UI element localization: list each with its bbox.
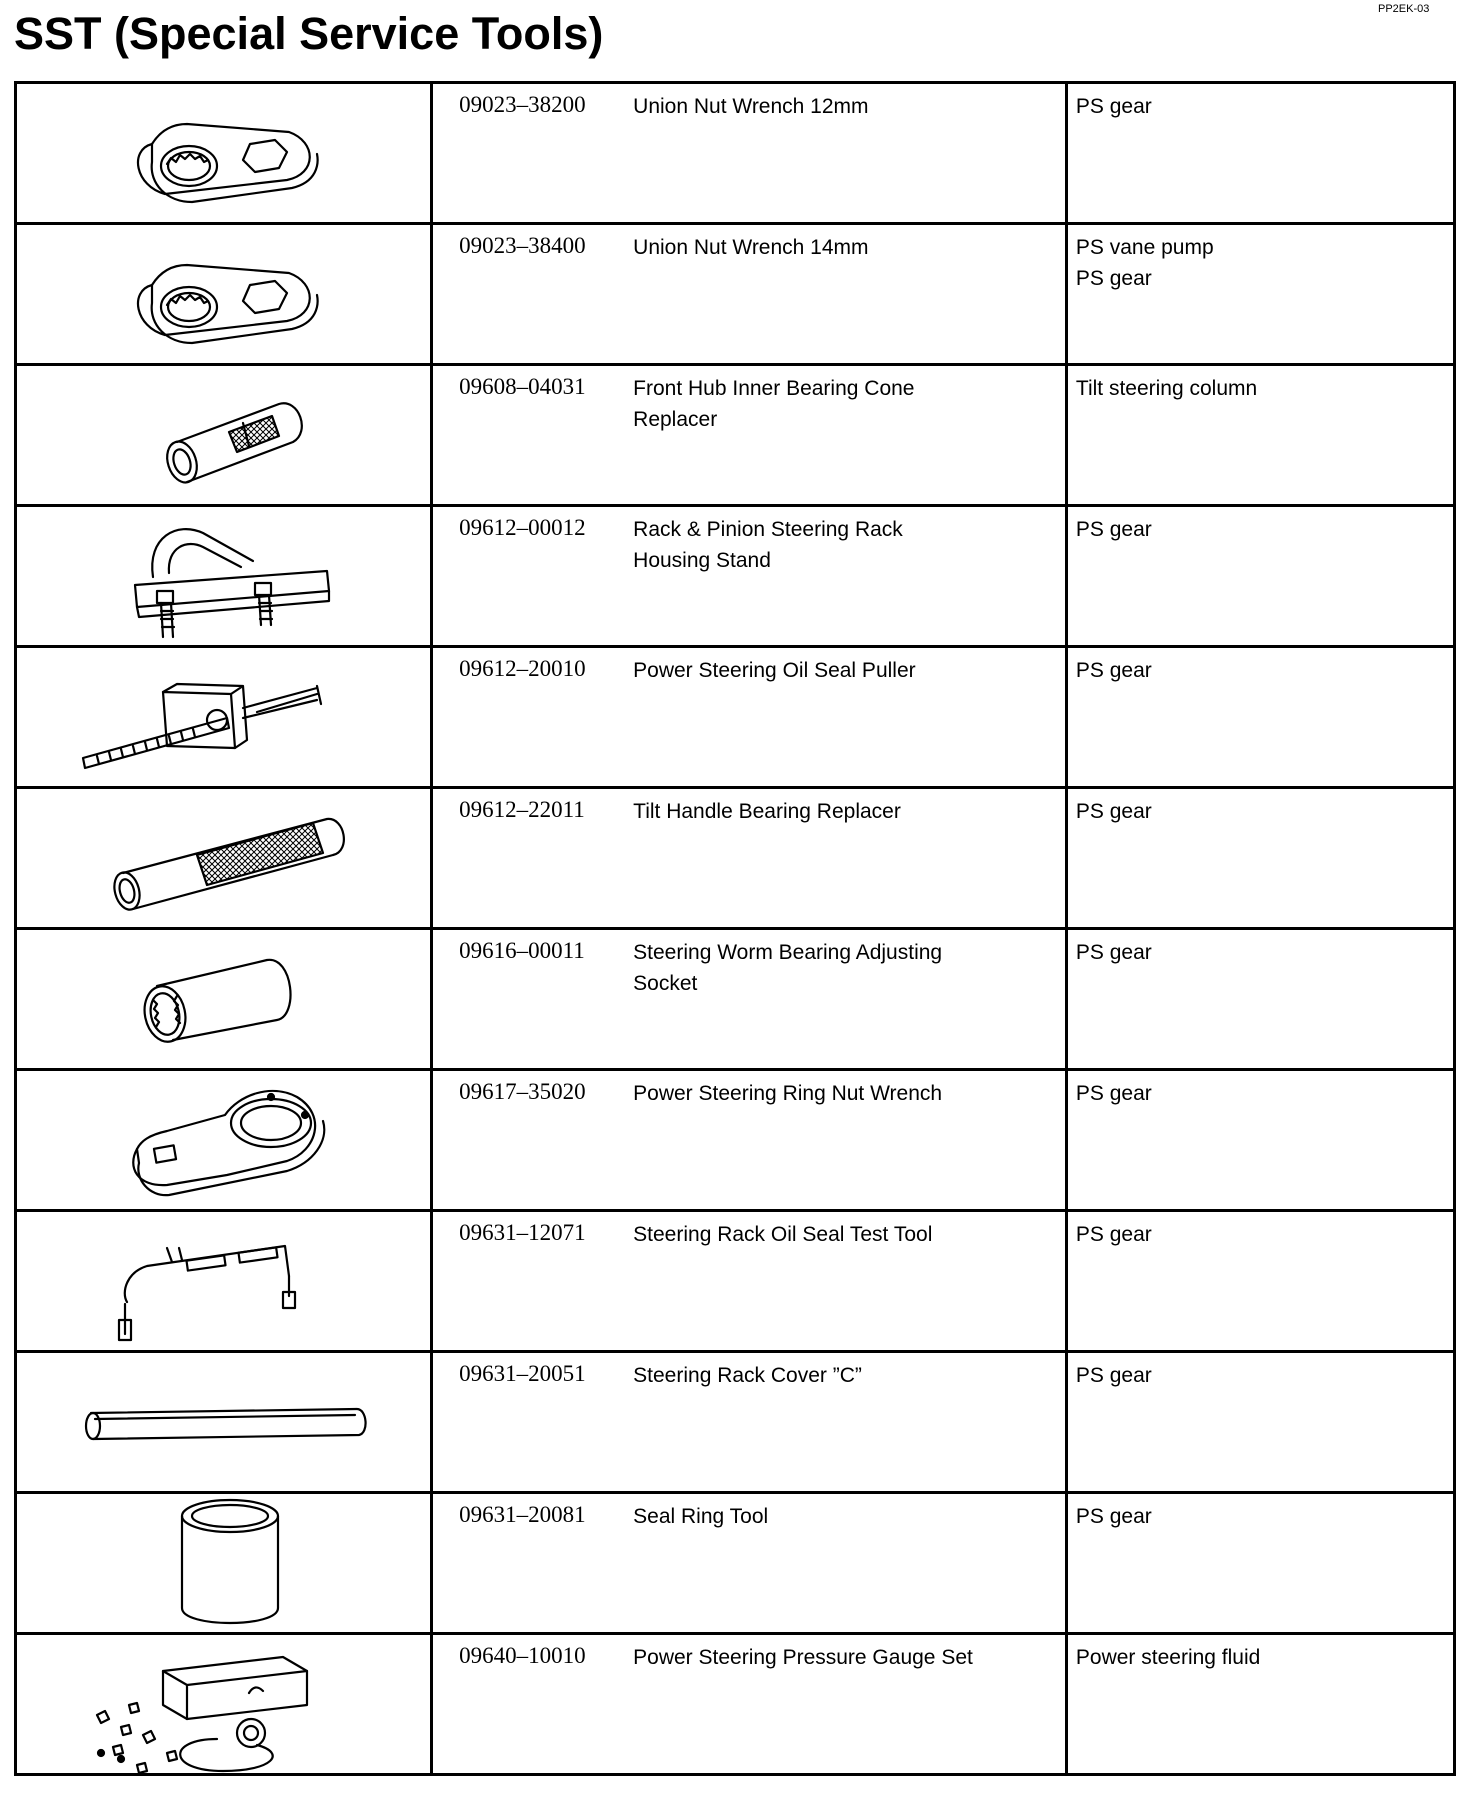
table-row: [16, 224, 1455, 365]
part-number: 09023–38400: [459, 233, 586, 258]
part-number: 09617–35020: [459, 1079, 586, 1104]
uses-list: [1068, 1635, 1453, 1673]
uses-list: [1068, 789, 1453, 827]
tool-uses: [1066, 1211, 1454, 1352]
part-number: 09023–38200: [459, 92, 586, 117]
table-row: [16, 788, 1455, 929]
use-item: PS vane pump: [1075, 236, 1214, 259]
adjusting-socket-icon: [17, 930, 429, 1068]
table-row: [16, 365, 1455, 506]
tool-info: [432, 929, 1067, 1070]
tool-name: Steering Rack Oil Seal Test Tool: [633, 1223, 933, 1246]
tool-illustration: [16, 365, 432, 506]
part-number: 09631–20081: [459, 1502, 586, 1527]
oil-seal-puller-icon: [17, 648, 429, 786]
use-item: PS gear: [1075, 1364, 1152, 1387]
use-item: Power steering fluid: [1075, 1646, 1261, 1669]
use-item: PS gear: [1075, 1082, 1152, 1105]
tool-info: [432, 1634, 1067, 1775]
tool-illustration: [16, 788, 432, 929]
union-nut-wrench-icon: [17, 84, 429, 222]
tool-name: Power Steering Pressure Gauge Set: [633, 1646, 973, 1669]
use-item: PS gear: [1075, 1223, 1152, 1246]
tool-illustration: [16, 1493, 432, 1634]
tool-uses: [1066, 83, 1454, 224]
page-title: SST (Special Service Tools): [14, 8, 604, 59]
uses-list: [1068, 225, 1453, 294]
tool-name: Tilt Handle Bearing Replacer: [633, 800, 901, 823]
table-row: [16, 1634, 1455, 1775]
uses-list: [1068, 366, 1453, 404]
tool-name: Seal Ring Tool: [633, 1505, 769, 1528]
use-item: PS gear: [1075, 800, 1152, 823]
part-number: 09612–00012: [459, 515, 586, 540]
tool-name: Front Hub Inner Bearing Cone Replacer: [633, 377, 915, 431]
use-item: PS gear: [1075, 1505, 1152, 1528]
tool-name: Power Steering Ring Nut Wrench: [633, 1082, 943, 1105]
tool-illustration: [16, 1634, 432, 1775]
tool-illustration: [16, 83, 432, 224]
tool-info: [432, 1211, 1067, 1352]
tool-uses: [1066, 647, 1454, 788]
tool-illustration: [16, 647, 432, 788]
seal-ring-tool-icon: [17, 1494, 429, 1632]
uses-list: [1068, 930, 1453, 968]
use-item: PS gear: [1075, 95, 1152, 118]
tool-illustration: [16, 1352, 432, 1493]
tool-illustration: [16, 506, 432, 647]
table-row: [16, 929, 1455, 1070]
use-item: PS gear: [1075, 518, 1152, 541]
part-number: 09616–00011: [459, 938, 585, 963]
tool-info: [432, 1070, 1067, 1211]
use-item: PS gear: [1075, 941, 1152, 964]
table-row: [16, 1493, 1455, 1634]
tool-illustration: [16, 929, 432, 1070]
bearing-cone-replacer-icon: [17, 366, 429, 504]
tool-uses: [1066, 224, 1454, 365]
table-row: [16, 83, 1455, 224]
part-number: 09608–04031: [459, 374, 586, 399]
tool-name: Steering Worm Bearing Adjusting Socket: [633, 941, 943, 995]
table-row: [16, 506, 1455, 647]
tool-uses: [1066, 1493, 1454, 1634]
tool-uses: [1066, 1070, 1454, 1211]
rack-cover-icon: [17, 1353, 429, 1491]
union-nut-wrench-icon: [17, 225, 429, 363]
tool-name: Steering Rack Cover ”C”: [633, 1364, 862, 1387]
tool-info: [432, 1493, 1067, 1634]
tool-uses: [1066, 506, 1454, 647]
part-number: 09631–12071: [459, 1220, 586, 1245]
uses-list: [1068, 507, 1453, 545]
ring-nut-wrench-icon: [17, 1071, 429, 1209]
tool-uses: [1066, 788, 1454, 929]
uses-list: [1068, 1212, 1453, 1250]
tool-info: [432, 647, 1067, 788]
tool-info: [432, 788, 1067, 929]
part-number: 09612–20010: [459, 656, 586, 681]
tool-name: Union Nut Wrench 12mm: [633, 95, 869, 118]
oil-seal-test-tool-icon: [17, 1212, 429, 1350]
tool-uses: [1066, 929, 1454, 1070]
tool-name: Rack & Pinion Steering Rack Housing Stand: [633, 518, 903, 572]
document-code: PP2EK-03: [1378, 3, 1430, 15]
tool-uses: [1066, 1634, 1454, 1775]
part-number: 09640–10010: [459, 1643, 586, 1668]
table-row: [16, 1070, 1455, 1211]
table-row: [16, 647, 1455, 788]
table-row: [16, 1352, 1455, 1493]
rack-housing-stand-icon: [17, 507, 429, 645]
tool-info: [432, 1352, 1067, 1493]
uses-list: [1068, 1494, 1453, 1532]
tool-illustration: [16, 1211, 432, 1352]
tool-illustration: [16, 1070, 432, 1211]
tool-info: [432, 83, 1067, 224]
uses-list: [1068, 1353, 1453, 1391]
table-row: [16, 1211, 1455, 1352]
pressure-gauge-set-icon: [17, 1635, 429, 1773]
tool-info: [432, 506, 1067, 647]
uses-list: [1068, 84, 1453, 122]
part-number: 09631–20051: [459, 1361, 586, 1386]
sst-table: [14, 81, 1456, 1776]
tool-info: [432, 365, 1067, 506]
bearing-replacer-icon: [17, 789, 429, 927]
part-number: 09612–22011: [459, 797, 585, 822]
use-item: PS gear: [1075, 659, 1152, 682]
tool-illustration: [16, 224, 432, 365]
use-item: PS gear: [1075, 267, 1152, 290]
tool-name: Power Steering Oil Seal Puller: [633, 659, 916, 682]
tool-info: [432, 224, 1067, 365]
uses-list: [1068, 1071, 1453, 1109]
use-item: Tilt steering column: [1075, 377, 1258, 400]
tool-uses: [1066, 1352, 1454, 1493]
tool-name: Union Nut Wrench 14mm: [633, 236, 869, 259]
uses-list: [1068, 648, 1453, 686]
tool-uses: [1066, 365, 1454, 506]
